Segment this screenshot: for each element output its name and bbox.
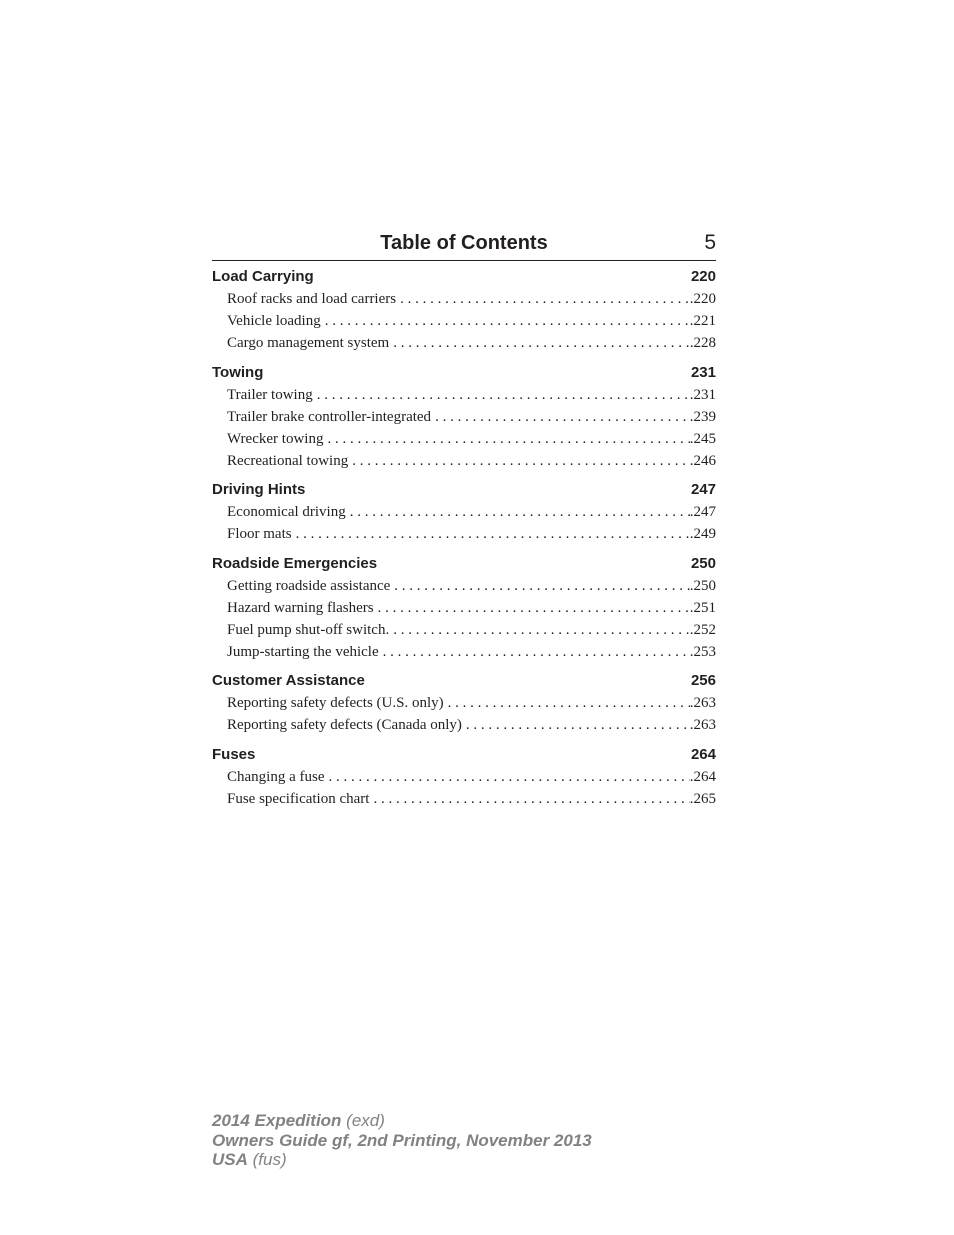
toc-entry[interactable] xyxy=(212,384,716,406)
toc-entry[interactable] xyxy=(212,332,716,354)
page-header xyxy=(212,228,716,261)
footer-model-code: (exd) xyxy=(346,1111,385,1130)
section-page: 250 xyxy=(690,554,716,572)
toc-entry[interactable] xyxy=(212,288,716,310)
document-footer xyxy=(212,1111,592,1170)
section-page: 231 xyxy=(690,363,716,381)
dot-leader xyxy=(321,310,690,332)
entry-page: .228 xyxy=(689,335,716,351)
section-page: 220 xyxy=(690,268,716,285)
page-number: 5 xyxy=(704,231,716,254)
footer-model-line xyxy=(212,1111,592,1131)
dot-leader xyxy=(374,597,690,619)
entry-page: .253 xyxy=(689,643,716,660)
section-heading[interactable] xyxy=(212,479,716,501)
entry-title: Vehicle loading xyxy=(227,313,321,329)
entry-page: .264 xyxy=(689,768,716,785)
toc-section xyxy=(212,266,716,354)
toc-entry[interactable] xyxy=(212,597,716,619)
entry-page: .231 xyxy=(689,386,716,403)
toc-entry[interactable] xyxy=(212,619,716,641)
section-page: 247 xyxy=(690,481,716,498)
section-heading[interactable] xyxy=(212,744,716,766)
toc-entry[interactable] xyxy=(212,714,716,736)
dot-leader xyxy=(389,332,690,354)
footer-market-line xyxy=(212,1150,592,1170)
entry-page: .250 xyxy=(689,577,716,594)
dot-leader xyxy=(324,766,689,788)
entry-title: Fuel pump shut-off switch. xyxy=(227,621,390,638)
entry-page: .249 xyxy=(689,526,716,542)
section-title: Roadside Emergencies xyxy=(212,554,378,572)
table-of-contents xyxy=(212,266,716,817)
entry-title: Wrecker towing xyxy=(227,430,324,447)
toc-entry[interactable] xyxy=(212,450,716,472)
toc-entry[interactable] xyxy=(212,641,716,663)
dot-leader xyxy=(396,288,690,310)
entry-title: Reporting safety defects (U.S. only) xyxy=(227,695,444,711)
section-title: Towing xyxy=(212,363,264,381)
entry-title: Getting roadside assistance xyxy=(227,577,391,594)
entry-title: Trailer brake controller-integrated xyxy=(227,408,432,425)
entry-title: Trailer towing xyxy=(227,386,313,403)
toc-entry[interactable] xyxy=(212,428,716,450)
page-title: Table of Contents xyxy=(380,232,548,254)
entry-page: .247 xyxy=(689,504,716,520)
footer-market: USA xyxy=(212,1150,248,1169)
dot-leader xyxy=(390,575,689,597)
entry-title: Economical driving xyxy=(227,504,346,520)
entry-title: Roof racks and load carriers xyxy=(227,291,397,307)
dot-leader xyxy=(431,406,690,428)
entry-title: Recreational towing xyxy=(227,452,349,469)
entry-page: .239 xyxy=(689,408,716,425)
dot-leader xyxy=(323,428,689,450)
toc-section xyxy=(212,479,716,545)
entry-title: Changing a fuse xyxy=(227,768,325,785)
toc-entry[interactable] xyxy=(212,310,716,332)
dot-leader xyxy=(292,523,690,545)
toc-entry[interactable] xyxy=(212,523,716,545)
section-heading[interactable] xyxy=(212,670,716,692)
entry-page: .221 xyxy=(689,313,716,329)
dot-leader xyxy=(348,450,690,472)
toc-section xyxy=(212,362,716,472)
entry-page: .251 xyxy=(689,599,716,616)
dot-leader xyxy=(313,384,690,406)
dot-leader xyxy=(444,692,690,714)
entry-page: .263 xyxy=(689,695,716,711)
toc-section xyxy=(212,670,716,736)
entry-title: Jump-starting the vehicle xyxy=(227,643,379,660)
section-title: Fuses xyxy=(212,745,256,763)
section-title: Driving Hints xyxy=(212,481,306,498)
footer-model: 2014 Expedition xyxy=(212,1111,342,1130)
entry-page: .263 xyxy=(689,717,716,733)
section-heading[interactable] xyxy=(212,553,716,575)
toc-entry[interactable] xyxy=(212,766,716,788)
toc-entry[interactable] xyxy=(212,406,716,428)
footer-guide: Owners Guide gf, 2nd Printing, November 2013 xyxy=(212,1130,592,1150)
section-heading[interactable] xyxy=(212,266,716,288)
dot-leader xyxy=(346,501,690,523)
toc-section xyxy=(212,744,716,810)
entry-title: Cargo management system xyxy=(227,335,390,351)
section-page: 264 xyxy=(690,745,716,763)
entry-title: Reporting safety defects (Canada only) xyxy=(227,717,462,733)
toc-entry[interactable] xyxy=(212,788,716,810)
footer-market-code: (fus) xyxy=(252,1150,287,1169)
entry-title: Fuse specification chart xyxy=(227,790,370,807)
dot-leader xyxy=(369,788,689,810)
toc-section xyxy=(212,553,716,663)
dot-leader xyxy=(462,714,690,736)
toc-entry[interactable] xyxy=(212,692,716,714)
section-heading[interactable] xyxy=(212,362,716,384)
toc-entry[interactable] xyxy=(212,501,716,523)
section-page: 256 xyxy=(690,672,716,689)
section-title: Load Carrying xyxy=(212,268,314,285)
entry-page: .245 xyxy=(689,430,716,447)
entry-page: .252 xyxy=(689,621,716,638)
entry-page: .265 xyxy=(689,790,716,807)
entry-page: .246 xyxy=(689,452,716,469)
toc-entry[interactable] xyxy=(212,575,716,597)
section-title: Customer Assistance xyxy=(212,672,365,689)
entry-page: .220 xyxy=(689,291,716,307)
dot-leader xyxy=(389,619,690,641)
dot-leader xyxy=(379,641,690,663)
entry-title: Hazard warning flashers xyxy=(227,599,374,616)
entry-title: Floor mats xyxy=(227,526,292,542)
